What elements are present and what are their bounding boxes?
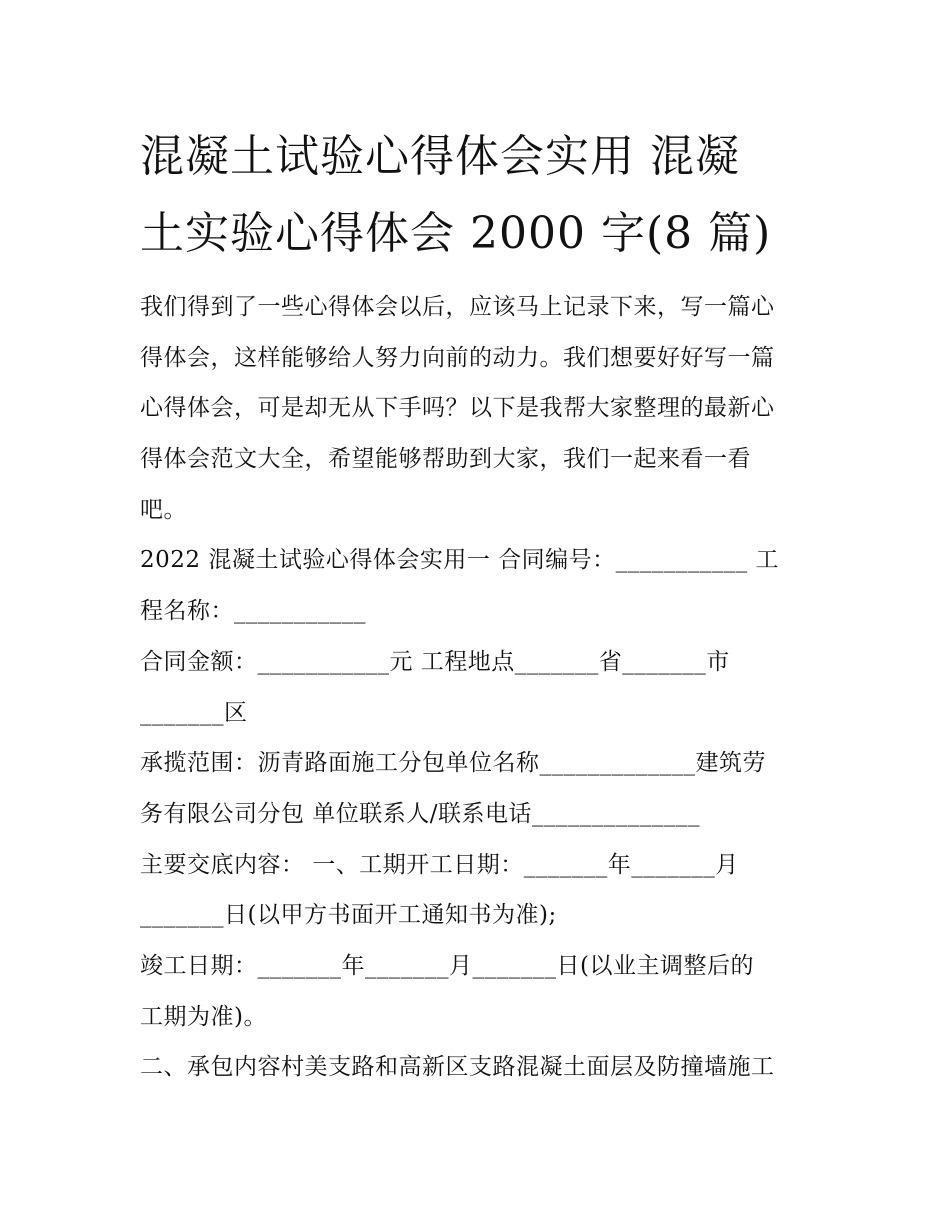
- body-line: 得体会范文大全，希望能够帮助到大家，我们一起来看一看: [140, 446, 751, 473]
- body-line: 2022 混凝土试验心得体会实用一 合同编号：___________ 工: [140, 547, 779, 574]
- document-body: [140, 282, 830, 1093]
- body-line: 承揽范围：沥青路面施工分包单位名称_____________建筑劳: [140, 750, 766, 777]
- body-line: 二、承包内容村美支路和高新区支路混凝土面层及防撞墙施工: [140, 1054, 775, 1081]
- body-line: 我们得到了一些心得体会以后，应该马上记录下来，写一篇心: [140, 294, 775, 320]
- body-line: 主要交底内容： 一、工期开工日期：_______年_______月: [140, 851, 739, 878]
- body-line: 吧。: [140, 496, 187, 523]
- body-line: 合同金额：___________元 工程地点_______省_______市: [140, 648, 730, 675]
- body-line: 程名称：___________: [140, 598, 366, 625]
- title-line: 混凝土试验心得体会实用 混凝: [140, 131, 740, 182]
- body-line: 得体会，这样能够给人努力向前的动力。我们想要好好写一篇: [140, 344, 775, 371]
- body-line: 务有限公司分包 单位联系人/联系电话______________: [140, 800, 701, 827]
- body-line: _______区: [140, 699, 248, 726]
- body-line: _______日(以甲方书面开工通知书为准);: [140, 902, 557, 929]
- title-line: 土实验心得体会 2000 字(8 篇): [140, 208, 772, 259]
- body-line: 心得体会，可是却无从下手吗？以下是我帮大家整理的最新心: [140, 395, 775, 422]
- body-line: 竣工日期：_______年_______月_______日(以业主调整后的: [140, 952, 754, 979]
- body-line: 工期为准)。: [140, 1003, 267, 1030]
- document-title: [140, 118, 840, 272]
